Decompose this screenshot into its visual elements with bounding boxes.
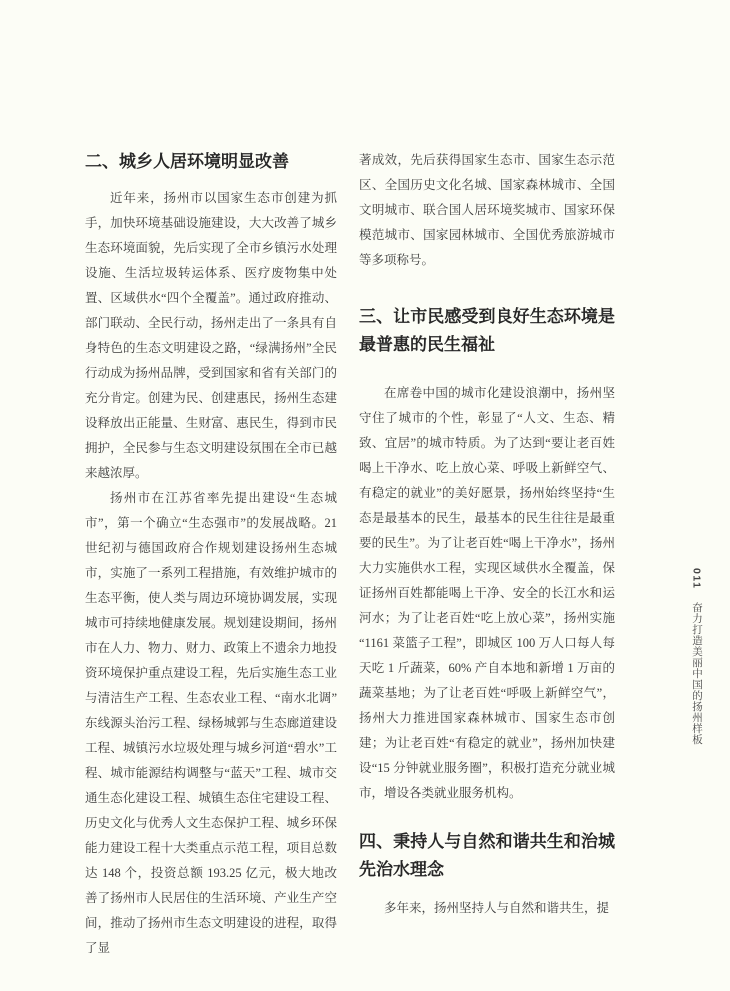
paragraph-harmony-nature: 多年来，扬州坚持人与自然和谐共生，提 — [384, 901, 610, 915]
section-heading-3: 三、让市民感受到良好生态环境是最普惠的民生福祉 — [359, 307, 615, 354]
book-title-vertical: 奋力打造美丽中国的扬州样板 — [691, 602, 702, 746]
text-columns — [85, 148, 615, 961]
section-heading-2: 二、城乡人居环境明显改善 — [85, 152, 289, 171]
paragraph-livelihood-welfare: 在席卷中国的城市化建设浪潮中，扬州坚守住了城市的个性，彰显了“人文、生态、精致、宜居”的城市特质。为了达到“要让老百姓喝上干净水、吃上放心菜、呼吸上新鲜空气、有稳定的就业”的美好愿景，扬州始终坚持“生态是最基本的民生，最基本的民生往往是最重要的民生”。为了让老百姓“喝上干净水”，扬州大力实施供水工程，实现区域供水全覆盖，保证扬州百姓都能喝上干净、安全的长江水和运河水；为了让老百姓“吃上放心菜”，扬州实施“1161 菜篮子工程”，即城区 100 万人口每人每天吃 1 斤蔬菜，60% 产自本地和新增 1 万亩的蔬菜基地；为了让老百姓“呼吸上新鲜空气”，扬州大力推进国家森林城市、国家生态市创建；为让老百姓“有稳定的就业”，扬州加快建设“15 分钟就业服务圈”，积极打造充分就业城市，增设各类就业服务机构。 — [359, 386, 615, 800]
left-column — [85, 148, 337, 961]
paragraph-continuation-honors: 著成效，先后获得国家生态市、国家生态示范区、全国历史文化名城、国家森林城市、全国文明城市、联合国人居环境奖城市、国家环保模范城市、国家园林城市、全国优秀旅游城市等多项称号。 — [359, 153, 615, 267]
right-column — [359, 148, 615, 961]
page-number: 011 — [690, 568, 703, 590]
page-margin-strip — [689, 568, 704, 745]
section-heading-4: 四、秉持人与自然和谐共生和治城先治水理念 — [359, 832, 615, 879]
paragraph-eco-city-strategy: 扬州市在江苏省率先提出建设“生态城市”，第一个确立“生态强市”的发展战略。21 世纪初与德国政府合作规划建设扬州生态城市，实施了一系列工程措施，有效维护城市的生态平衡，使人类与周边环境协调发展，实现城市可持续地健康发展。规划建设期间，扬州市在人力、物力、财力、政策上不遗余力地投资环境保护重点建设工程，先后实施生态工业与清洁生产工程、生态农业工程、“南水北调”东线源头治污工程、绿杨城郭与生态廊道建设工程、城镇污水垃圾处理与城乡河道“碧水”工程、城市能源结构调整与“蓝天”工程、城市交通生态化建设工程、城镇生态住宅建设工程、历史文化与优秀人文生态保护工程、城乡环保能力建设工程十大类重点示范工程，项目总数达 148 个，投资总额 193.25 亿元，极大地改善了扬州市人民居住的生活环境、产业生产空间，推动了扬州市生态文明建设的进程，取得了显 — [85, 491, 337, 955]
paragraph-urban-environment: 近年来，扬州市以国家生态市创建为抓手，加快环境基础设施建设，大大改善了城乡生态环境面貌，先后实现了全市乡镇污水处理设施、生活垃圾转运体系、医疗废物集中处置、区域供水“四个全覆盖”。通过政府推动、部门联动、全民行动，扬州走出了一条具有自身特色的生态文明建设之路，“绿满扬州”全民行动成为扬州品牌，受到国家和省有关部门的充分肯定。创建为民、创建惠民，扬州生态建设释放出正能量、生财富、惠民生，得到市民拥护，全民参与生态文明建设氛围在全市已越来越浓厚。 — [85, 191, 337, 480]
